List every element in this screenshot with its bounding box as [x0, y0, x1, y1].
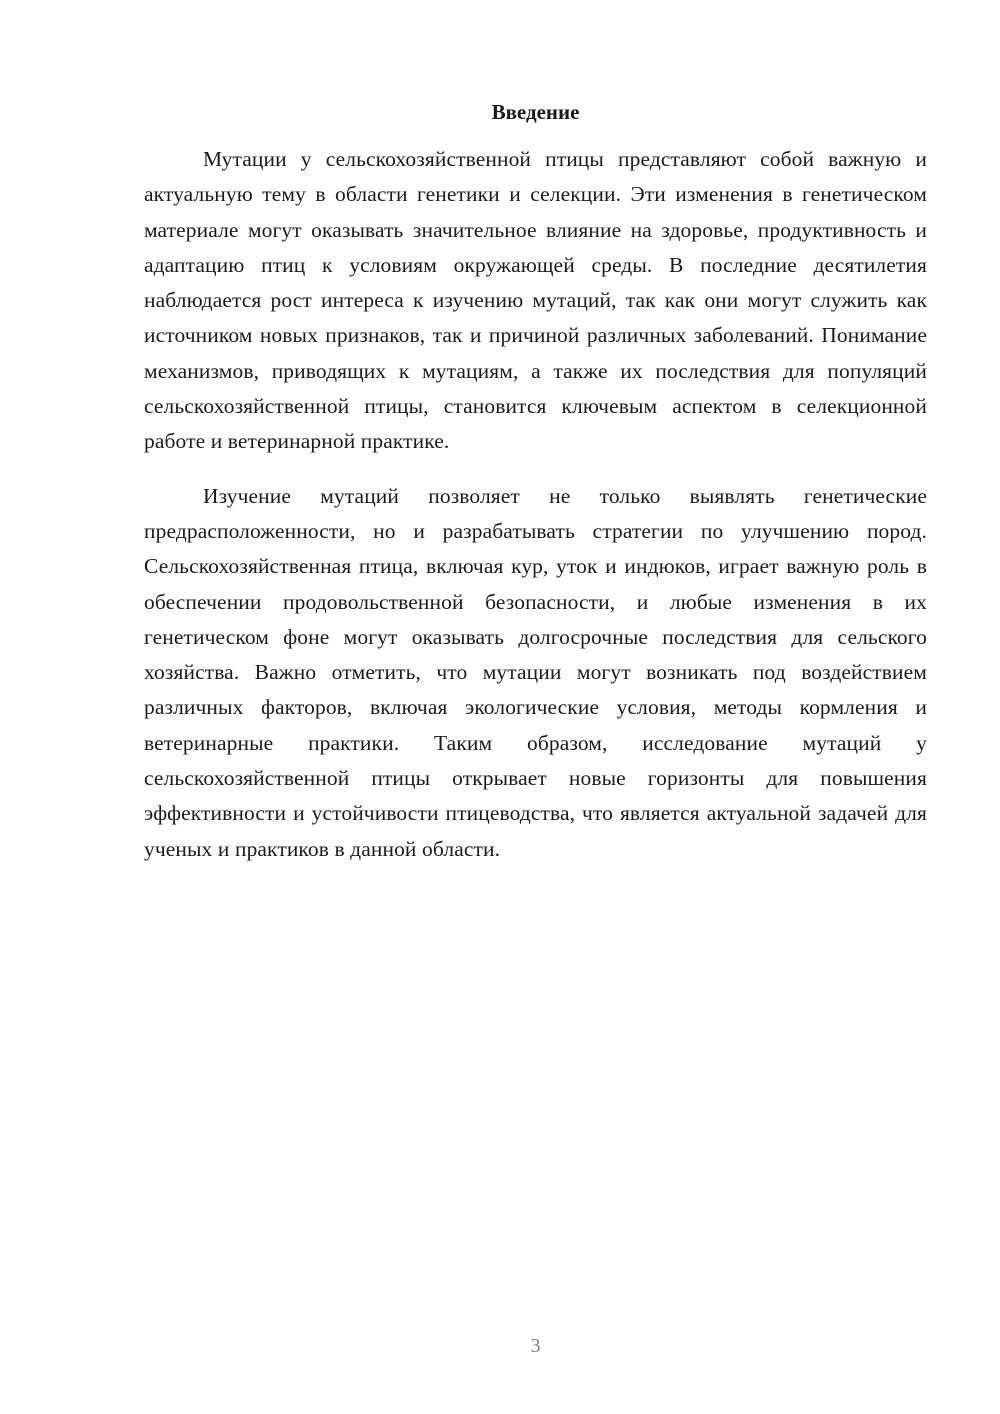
- section-heading: Введение: [491, 100, 580, 124]
- paragraph-2: Изучение мутаций позволяет не только выявлять генетические предрасположенности, но и разрабатывать стратегии по улучшению пород. Сельскохозяйственная птица, включая кур, уток и индюков, играет важную роль в обеспечении продовольственной безопасности, и любые изменения в их генетическом фоне могут оказывать долгосрочные последствия для сельского хозяйства. Важно отметить, что мутации могут возникать под воздействием различных факторов, включая экологические условия, методы кормления и ветеринарные практики. Таким образом, исследование мутаций у сельскохозяйственной птицы открывает новые горизонты для повышения эффективности и устойчивости птицеводства, что является актуальной задачей для ученых и практиков в данной области.: [144, 483, 927, 861]
- page-number: 3: [530, 1335, 541, 1357]
- paragraph-1: Мутации у сельскохозяйственной птицы представляют собой важную и актуальную тему в области генетики и селекции. Эти изменения в генетическом материале могут оказывать значительное влияние на здоровье, продуктивность и адаптацию птиц к условиям окружающей среды. В последние десятилетия наблюдается рост интереса к изучению мутаций, так как они могут служить как источником новых признаков, так и причиной различных заболеваний. Понимание механизмов, приводящих к мутациям, а также их последствия для популяций сельскохозяйственной птицы, становится ключевым аспектом в селекционной работе и ветеринарной практике.: [144, 147, 927, 454]
- body-text: [144, 142, 927, 867]
